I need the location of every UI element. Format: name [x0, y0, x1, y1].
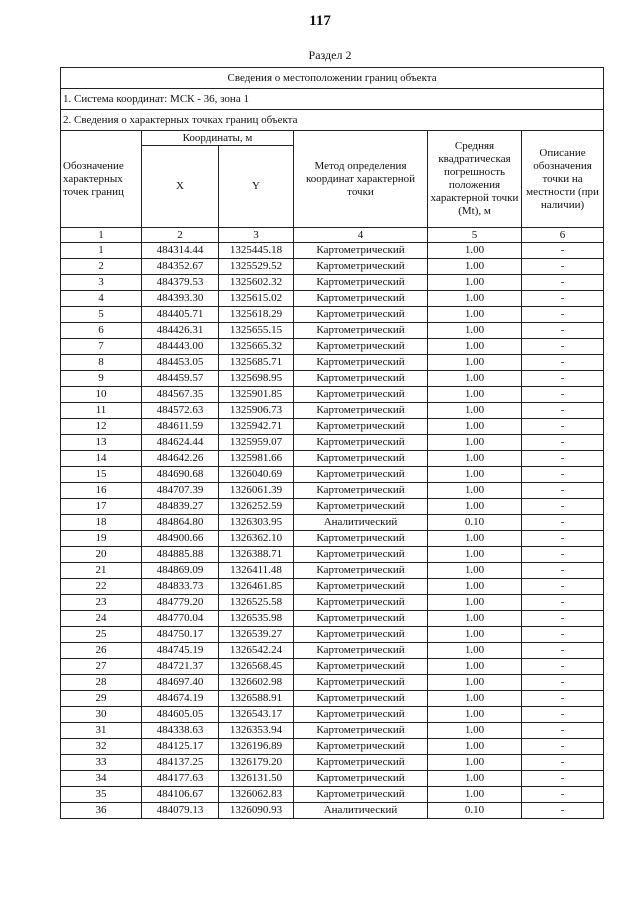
- y-cell: 1326196.89: [219, 739, 294, 755]
- table-row: [61, 419, 604, 435]
- table-row: [61, 531, 604, 547]
- error-cell: 1.00: [428, 451, 522, 467]
- y-cell: 1326535.98: [219, 611, 294, 627]
- table-row: [61, 691, 604, 707]
- x-cell: 484605.05: [142, 707, 219, 723]
- table-row: [61, 611, 604, 627]
- error-cell: 1.00: [428, 675, 522, 691]
- method-cell: Картометрический: [294, 387, 428, 403]
- x-cell: 484745.19: [142, 643, 219, 659]
- point-number-cell: 6: [61, 323, 142, 339]
- x-cell: 484721.37: [142, 659, 219, 675]
- y-cell: 1326062.83: [219, 787, 294, 803]
- x-cell: 484869.09: [142, 563, 219, 579]
- error-cell: 1.00: [428, 259, 522, 275]
- x-cell: 484393.30: [142, 291, 219, 307]
- x-cell: 484443.00: [142, 339, 219, 355]
- table-row: [61, 595, 604, 611]
- error-cell: 1.00: [428, 691, 522, 707]
- method-cell: Картометрический: [294, 723, 428, 739]
- y-cell: 1326539.27: [219, 627, 294, 643]
- point-number-cell: 10: [61, 387, 142, 403]
- point-number-cell: 16: [61, 483, 142, 499]
- y-cell: 1326040.69: [219, 467, 294, 483]
- x-cell: 484690.68: [142, 467, 219, 483]
- point-number-cell: 33: [61, 755, 142, 771]
- table-row: [61, 659, 604, 675]
- point-number-cell: 34: [61, 771, 142, 787]
- point-number-cell: 22: [61, 579, 142, 595]
- column-number: 1: [61, 228, 142, 243]
- description-cell: -: [522, 291, 604, 307]
- point-number-cell: 36: [61, 803, 142, 819]
- y-cell: 1326588.91: [219, 691, 294, 707]
- point-number-cell: 7: [61, 339, 142, 355]
- error-cell: 1.00: [428, 243, 522, 259]
- description-cell: -: [522, 787, 604, 803]
- y-cell: 1325942.71: [219, 419, 294, 435]
- header-point-label: Обозначение характерных точек границ: [61, 131, 142, 228]
- column-number: 6: [522, 228, 604, 243]
- description-cell: -: [522, 803, 604, 819]
- method-cell: Картометрический: [294, 771, 428, 787]
- error-cell: 1.00: [428, 787, 522, 803]
- description-cell: -: [522, 627, 604, 643]
- point-number-cell: 17: [61, 499, 142, 515]
- point-number-cell: 28: [61, 675, 142, 691]
- y-cell: 1326602.98: [219, 675, 294, 691]
- coord-system: 1. Система координат: МСК - 36, зона 1: [61, 89, 604, 110]
- point-number-cell: 18: [61, 515, 142, 531]
- error-cell: 1.00: [428, 323, 522, 339]
- description-cell: -: [522, 307, 604, 323]
- error-cell: 1.00: [428, 483, 522, 499]
- error-cell: 1.00: [428, 627, 522, 643]
- x-cell: 484314.44: [142, 243, 219, 259]
- error-cell: 1.00: [428, 355, 522, 371]
- error-cell: 1.00: [428, 371, 522, 387]
- x-cell: 484379.53: [142, 275, 219, 291]
- method-cell: Картометрический: [294, 787, 428, 803]
- point-number-cell: 21: [61, 563, 142, 579]
- header-description: Описание обозначения точки на местности (при наличии): [522, 131, 604, 228]
- page-number: 117: [309, 13, 331, 29]
- method-cell: Картометрический: [294, 419, 428, 435]
- table-row: [61, 723, 604, 739]
- table-row: [61, 243, 604, 259]
- description-cell: -: [522, 563, 604, 579]
- point-number-cell: 24: [61, 611, 142, 627]
- table-row: [61, 339, 604, 355]
- y-cell: 1326353.94: [219, 723, 294, 739]
- point-number-cell: 31: [61, 723, 142, 739]
- method-cell: Картометрический: [294, 291, 428, 307]
- table-row: [61, 259, 604, 275]
- method-cell: Картометрический: [294, 547, 428, 563]
- y-cell: 1325665.32: [219, 339, 294, 355]
- error-cell: 1.00: [428, 563, 522, 579]
- table-row: [61, 563, 604, 579]
- x-cell: 484611.59: [142, 419, 219, 435]
- x-cell: 484567.35: [142, 387, 219, 403]
- method-cell: Картометрический: [294, 275, 428, 291]
- error-cell: 1.00: [428, 755, 522, 771]
- table-row: [61, 739, 604, 755]
- method-cell: Картометрический: [294, 339, 428, 355]
- y-cell: 1325655.15: [219, 323, 294, 339]
- point-number-cell: 9: [61, 371, 142, 387]
- point-number-cell: 19: [61, 531, 142, 547]
- table-row: [61, 499, 604, 515]
- table-row: [61, 547, 604, 563]
- method-cell: Картометрический: [294, 307, 428, 323]
- x-cell: 484177.63: [142, 771, 219, 787]
- point-number-cell: 32: [61, 739, 142, 755]
- x-cell: 484572.63: [142, 403, 219, 419]
- error-cell: 1.00: [428, 307, 522, 323]
- header-error: Средняя квадратическая погрешность положения характерной точки (Mt), м: [428, 131, 522, 228]
- method-cell: Картометрический: [294, 691, 428, 707]
- description-cell: -: [522, 595, 604, 611]
- error-cell: 1.00: [428, 387, 522, 403]
- point-number-cell: 4: [61, 291, 142, 307]
- method-cell: Картометрический: [294, 451, 428, 467]
- point-number-cell: 20: [61, 547, 142, 563]
- y-cell: 1326542.24: [219, 643, 294, 659]
- x-cell: 484338.63: [142, 723, 219, 739]
- x-cell: 484707.39: [142, 483, 219, 499]
- description-cell: -: [522, 531, 604, 547]
- error-cell: 1.00: [428, 403, 522, 419]
- description-cell: -: [522, 371, 604, 387]
- x-cell: 484352.67: [142, 259, 219, 275]
- point-number-cell: 3: [61, 275, 142, 291]
- description-cell: -: [522, 403, 604, 419]
- error-cell: 1.00: [428, 467, 522, 483]
- y-cell: 1326525.58: [219, 595, 294, 611]
- method-cell: Картометрический: [294, 371, 428, 387]
- description-cell: -: [522, 675, 604, 691]
- table-row: [61, 451, 604, 467]
- error-cell: 1.00: [428, 531, 522, 547]
- method-cell: Картометрический: [294, 595, 428, 611]
- x-cell: 484405.71: [142, 307, 219, 323]
- point-number-cell: 30: [61, 707, 142, 723]
- table-row: [61, 291, 604, 307]
- description-cell: -: [522, 771, 604, 787]
- table-row: [61, 803, 604, 819]
- table-row: [61, 403, 604, 419]
- description-cell: -: [522, 275, 604, 291]
- error-cell: 0.10: [428, 515, 522, 531]
- point-number-cell: 14: [61, 451, 142, 467]
- x-cell: 484079.13: [142, 803, 219, 819]
- table-row: [61, 755, 604, 771]
- y-cell: 1325615.02: [219, 291, 294, 307]
- description-cell: -: [522, 691, 604, 707]
- description-cell: -: [522, 547, 604, 563]
- y-cell: 1325901.85: [219, 387, 294, 403]
- y-cell: 1326568.45: [219, 659, 294, 675]
- description-cell: -: [522, 499, 604, 515]
- method-cell: Картометрический: [294, 435, 428, 451]
- y-cell: 1326362.10: [219, 531, 294, 547]
- y-cell: 1326388.71: [219, 547, 294, 563]
- x-cell: 484750.17: [142, 627, 219, 643]
- point-number-cell: 2: [61, 259, 142, 275]
- method-cell: Картометрический: [294, 483, 428, 499]
- x-cell: 484459.57: [142, 371, 219, 387]
- x-cell: 484779.20: [142, 595, 219, 611]
- table-row: [61, 787, 604, 803]
- y-cell: 1325529.52: [219, 259, 294, 275]
- y-cell: 1326090.93: [219, 803, 294, 819]
- table-row: [61, 771, 604, 787]
- table-row: [61, 643, 604, 659]
- x-cell: 484674.19: [142, 691, 219, 707]
- y-cell: 1326131.50: [219, 771, 294, 787]
- method-cell: Картометрический: [294, 499, 428, 515]
- description-cell: -: [522, 451, 604, 467]
- method-cell: Картометрический: [294, 627, 428, 643]
- error-cell: 1.00: [428, 595, 522, 611]
- error-cell: 1.00: [428, 643, 522, 659]
- x-cell: 484125.17: [142, 739, 219, 755]
- y-cell: 1326061.39: [219, 483, 294, 499]
- y-cell: 1325959.07: [219, 435, 294, 451]
- table-title: Сведения о местоположении границ объекта: [61, 68, 604, 89]
- description-cell: -: [522, 259, 604, 275]
- point-number-cell: 27: [61, 659, 142, 675]
- point-number-cell: 8: [61, 355, 142, 371]
- description-cell: -: [522, 579, 604, 595]
- y-cell: 1325981.66: [219, 451, 294, 467]
- x-cell: 484624.44: [142, 435, 219, 451]
- point-number-cell: 12: [61, 419, 142, 435]
- y-cell: 1326461.85: [219, 579, 294, 595]
- x-cell: 484885.88: [142, 547, 219, 563]
- point-number-cell: 13: [61, 435, 142, 451]
- description-cell: -: [522, 387, 604, 403]
- point-number-cell: 26: [61, 643, 142, 659]
- table-row: [61, 275, 604, 291]
- description-cell: -: [522, 739, 604, 755]
- x-cell: 484453.05: [142, 355, 219, 371]
- description-cell: -: [522, 611, 604, 627]
- point-number-cell: 5: [61, 307, 142, 323]
- method-cell: Картометрический: [294, 675, 428, 691]
- column-number: 5: [428, 228, 522, 243]
- header-x: X: [142, 146, 219, 228]
- method-cell: Картометрический: [294, 755, 428, 771]
- method-cell: Картометрический: [294, 323, 428, 339]
- point-number-cell: 29: [61, 691, 142, 707]
- error-cell: 1.00: [428, 547, 522, 563]
- y-cell: 1325698.95: [219, 371, 294, 387]
- description-cell: -: [522, 483, 604, 499]
- point-number-cell: 15: [61, 467, 142, 483]
- x-cell: 484106.67: [142, 787, 219, 803]
- description-cell: -: [522, 243, 604, 259]
- y-cell: 1325618.29: [219, 307, 294, 323]
- method-cell: Картометрический: [294, 659, 428, 675]
- method-cell: Картометрический: [294, 243, 428, 259]
- table-row: [61, 675, 604, 691]
- description-cell: -: [522, 355, 604, 371]
- point-number-cell: 23: [61, 595, 142, 611]
- column-number: 3: [219, 228, 294, 243]
- method-cell: Картометрический: [294, 579, 428, 595]
- column-number: 4: [294, 228, 428, 243]
- y-cell: 1325445.18: [219, 243, 294, 259]
- error-cell: 1.00: [428, 611, 522, 627]
- error-cell: 1.00: [428, 579, 522, 595]
- method-cell: Картометрический: [294, 531, 428, 547]
- x-cell: 484426.31: [142, 323, 219, 339]
- description-cell: -: [522, 723, 604, 739]
- method-cell: Аналитический: [294, 803, 428, 819]
- error-cell: 1.00: [428, 275, 522, 291]
- x-cell: 484697.40: [142, 675, 219, 691]
- error-cell: 1.00: [428, 659, 522, 675]
- header-y: Y: [219, 146, 294, 228]
- description-cell: -: [522, 643, 604, 659]
- x-cell: 484770.04: [142, 611, 219, 627]
- point-number-cell: 35: [61, 787, 142, 803]
- x-cell: 484900.66: [142, 531, 219, 547]
- x-cell: 484642.26: [142, 451, 219, 467]
- table-row: [61, 323, 604, 339]
- table-row: [61, 579, 604, 595]
- error-cell: 0.10: [428, 803, 522, 819]
- x-cell: 484839.27: [142, 499, 219, 515]
- method-cell: Картометрический: [294, 739, 428, 755]
- method-cell: Картометрический: [294, 611, 428, 627]
- error-cell: 1.00: [428, 723, 522, 739]
- y-cell: 1326543.17: [219, 707, 294, 723]
- method-cell: Картометрический: [294, 563, 428, 579]
- header-method: Метод определения координат характерной точки: [294, 131, 428, 228]
- table-row: [61, 707, 604, 723]
- y-cell: 1325906.73: [219, 403, 294, 419]
- method-cell: Картометрический: [294, 355, 428, 371]
- method-cell: Картометрический: [294, 259, 428, 275]
- description-cell: -: [522, 435, 604, 451]
- table-row: [61, 307, 604, 323]
- method-cell: Картометрический: [294, 403, 428, 419]
- table-row: [61, 515, 604, 531]
- points-heading: 2. Сведения о характерных точках границ объекта: [61, 110, 604, 131]
- table-row: [61, 355, 604, 371]
- method-cell: Картометрический: [294, 707, 428, 723]
- error-cell: 1.00: [428, 771, 522, 787]
- point-number-cell: 25: [61, 627, 142, 643]
- y-cell: 1326252.59: [219, 499, 294, 515]
- y-cell: 1326411.48: [219, 563, 294, 579]
- y-cell: 1326179.20: [219, 755, 294, 771]
- column-number: 2: [142, 228, 219, 243]
- description-cell: -: [522, 707, 604, 723]
- table-row: [61, 467, 604, 483]
- method-cell: Картометрический: [294, 467, 428, 483]
- description-cell: -: [522, 419, 604, 435]
- table-row: [61, 483, 604, 499]
- y-cell: 1326303.95: [219, 515, 294, 531]
- method-cell: Картометрический: [294, 643, 428, 659]
- description-cell: -: [522, 755, 604, 771]
- description-cell: -: [522, 323, 604, 339]
- y-cell: 1325685.71: [219, 355, 294, 371]
- point-number-cell: 11: [61, 403, 142, 419]
- error-cell: 1.00: [428, 739, 522, 755]
- error-cell: 1.00: [428, 419, 522, 435]
- error-cell: 1.00: [428, 291, 522, 307]
- description-cell: -: [522, 659, 604, 675]
- y-cell: 1325602.32: [219, 275, 294, 291]
- error-cell: 1.00: [428, 339, 522, 355]
- error-cell: 1.00: [428, 707, 522, 723]
- method-cell: Аналитический: [294, 515, 428, 531]
- error-cell: 1.00: [428, 499, 522, 515]
- table-row: [61, 387, 604, 403]
- table-row: [61, 371, 604, 387]
- table-body: [61, 243, 604, 819]
- x-cell: 484833.73: [142, 579, 219, 595]
- table-row: [61, 435, 604, 451]
- description-cell: -: [522, 515, 604, 531]
- x-cell: 484864.80: [142, 515, 219, 531]
- description-cell: -: [522, 467, 604, 483]
- description-cell: -: [522, 339, 604, 355]
- section-title: Раздел 2: [308, 48, 352, 62]
- header-coords: Координаты, м: [142, 131, 294, 146]
- x-cell: 484137.25: [142, 755, 219, 771]
- boundary-points-table: [60, 67, 604, 819]
- error-cell: 1.00: [428, 435, 522, 451]
- point-number-cell: 1: [61, 243, 142, 259]
- table-row: [61, 627, 604, 643]
